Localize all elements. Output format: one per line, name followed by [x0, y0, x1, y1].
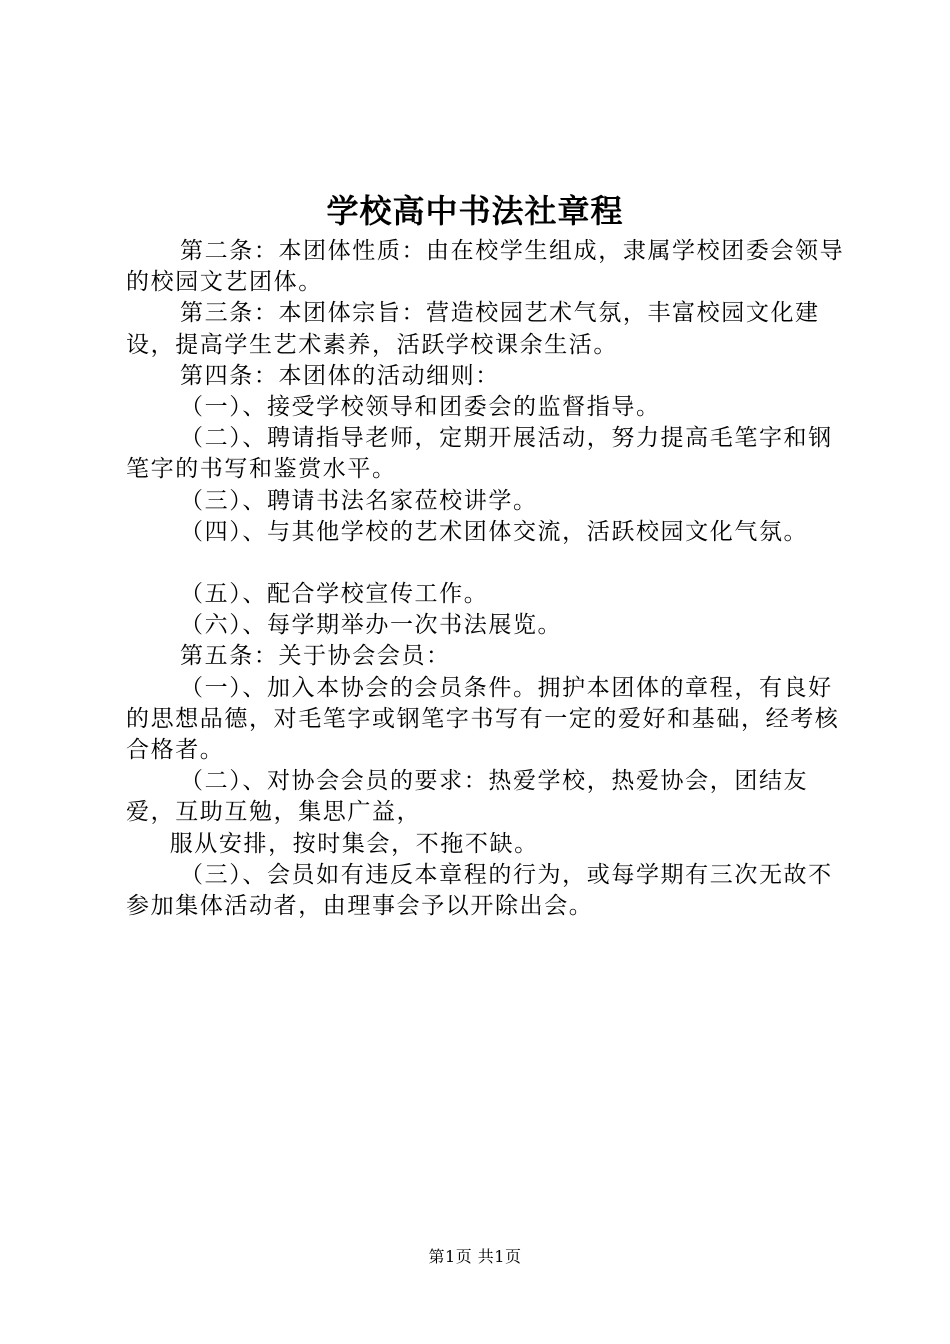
article-4-heading: 第四条：本团体的活动细则：: [180, 362, 500, 389]
page-footer: 第1页 共1页: [428, 1247, 522, 1266]
article-5-heading: 第五条：关于协会会员：: [180, 643, 451, 670]
article-2-paragraph: 第二条：本团体性质：由在校学生组成，隶属学校团委会领导的校园文艺团体。: [126, 238, 845, 296]
document-body: [126, 236, 850, 922]
document-title: 学校高中书法社章程: [326, 192, 624, 230]
article-4-item-1: （一）、接受学校领导和团委会的监督指导。: [180, 394, 661, 421]
article-4-item-3: （三）、聘请书法名家莅校讲学。: [180, 487, 538, 514]
article-4-item-5: （五）、配合学校宣传工作。: [180, 581, 489, 608]
article-3-paragraph: 第三条：本团体宗旨：营造校园艺术气氛，丰富校园文化建设，提高学生艺术素养，活跃学校课余生活。: [126, 300, 820, 358]
article-5-item-3: （三）、会员如有违反本章程的行为，或每学期有三次无故不参加集体活动者，由理事会予以开除出会。: [126, 861, 833, 920]
article-5-item-1: （一）、加入本协会的会员条件。拥护本团体的章程，有良好的思想品德，对毛笔字或钢笔字书写有一定的爱好和基础，经考核合格者。: [126, 674, 840, 764]
article-5-item-2: （二）、对协会会员的要求：热爱学校，热爱协会，团结友爱，互助互勉，集思广益，: [126, 768, 809, 826]
article-5-item-2-continued: 服从安排，按时集会，不拖不缺。: [169, 830, 539, 857]
article-4-item-4: （四）、与其他学校的艺术团体交流，活跃校园文化气氛。: [180, 518, 809, 545]
article-4-item-2: （二）、聘请指导老师，定期开展活动，努力提高毛笔字和钢笔字的书写和鉴赏水平。: [126, 425, 833, 483]
article-4-item-6: （六）、每学期举办一次书法展览。: [180, 612, 563, 639]
